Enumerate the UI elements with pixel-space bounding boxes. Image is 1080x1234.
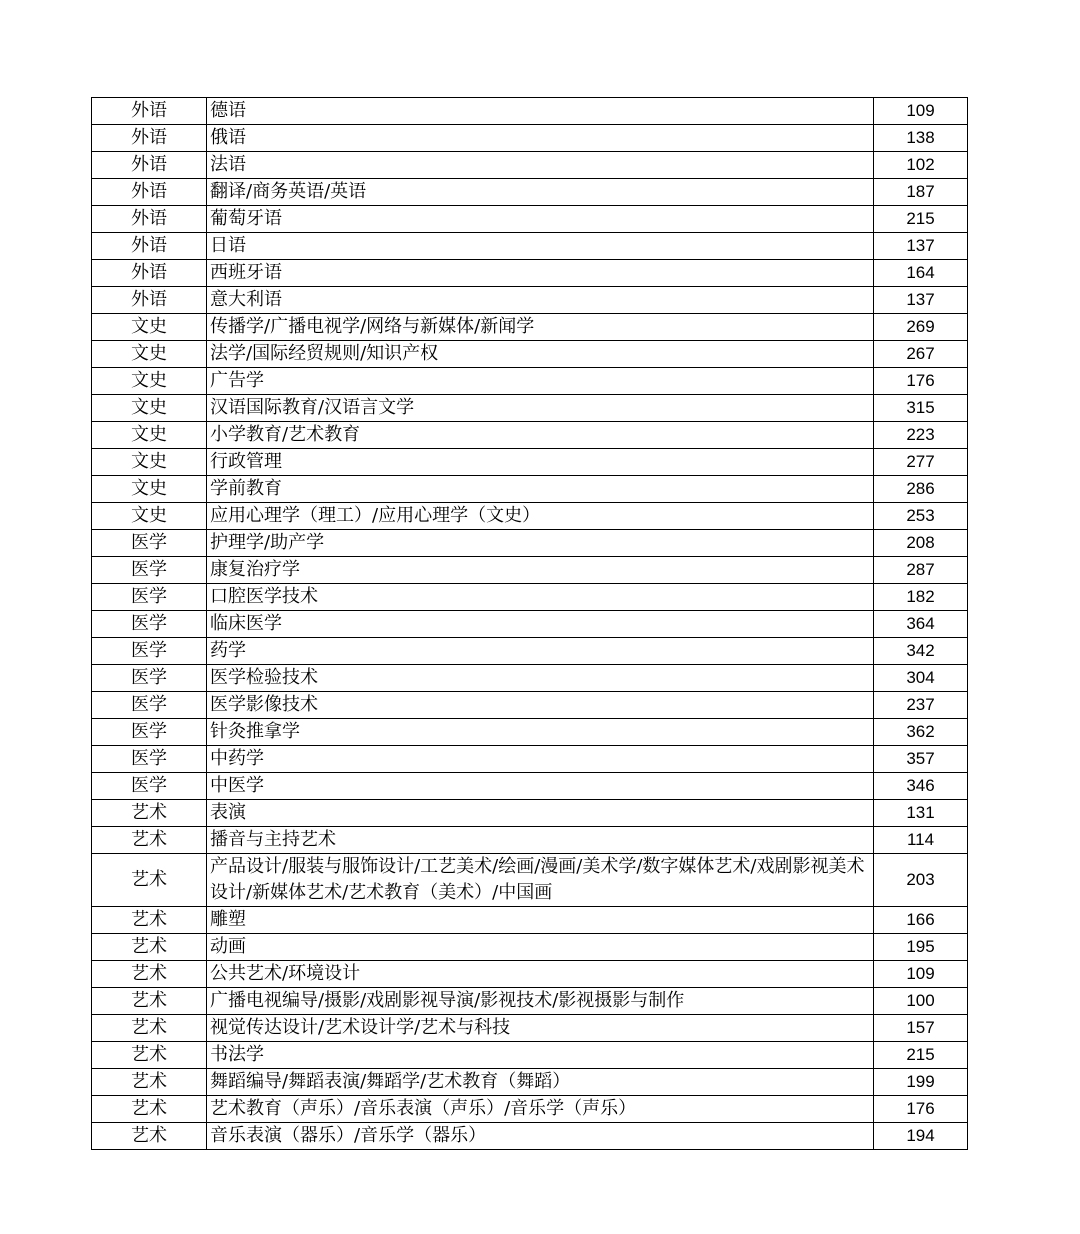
category-cell: 文史 [92,449,207,476]
category-cell: 外语 [92,152,207,179]
category-cell: 文史 [92,314,207,341]
category-cell: 文史 [92,368,207,395]
major-cell: 康复治疗学 [207,557,874,584]
count-cell: 194 [874,1123,968,1150]
count-cell: 137 [874,233,968,260]
count-cell: 109 [874,961,968,988]
category-cell: 文史 [92,476,207,503]
table-row [92,611,968,638]
major-cell: 公共艺术/环境设计 [207,961,874,988]
category-cell: 文史 [92,503,207,530]
table-row [92,557,968,584]
category-cell: 外语 [92,287,207,314]
count-cell: 364 [874,611,968,638]
count-cell: 203 [874,854,968,907]
major-cell: 西班牙语 [207,260,874,287]
major-cell: 播音与主持艺术 [207,827,874,854]
table-row [92,1123,968,1150]
table-row [92,773,968,800]
table-row [92,503,968,530]
major-cell: 法学/国际经贸规则/知识产权 [207,341,874,368]
major-cell: 雕塑 [207,907,874,934]
count-cell: 131 [874,800,968,827]
category-cell: 艺术 [92,907,207,934]
table-row [92,746,968,773]
category-cell: 艺术 [92,1042,207,1069]
table-row [92,827,968,854]
count-cell: 315 [874,395,968,422]
category-cell: 艺术 [92,961,207,988]
count-cell: 166 [874,907,968,934]
count-cell: 102 [874,152,968,179]
table-row [92,260,968,287]
category-cell: 医学 [92,638,207,665]
category-cell: 文史 [92,341,207,368]
category-cell: 艺术 [92,1015,207,1042]
major-cell: 针灸推拿学 [207,719,874,746]
count-cell: 137 [874,287,968,314]
table-row [92,125,968,152]
category-cell: 外语 [92,233,207,260]
count-cell: 362 [874,719,968,746]
table-row [92,1015,968,1042]
count-cell: 304 [874,665,968,692]
major-cell: 口腔医学技术 [207,584,874,611]
major-cell: 德语 [207,98,874,125]
table-row [92,638,968,665]
count-cell: 208 [874,530,968,557]
major-cell: 药学 [207,638,874,665]
major-cell: 汉语国际教育/汉语言文学 [207,395,874,422]
major-cell: 学前教育 [207,476,874,503]
count-cell: 215 [874,1042,968,1069]
count-cell: 267 [874,341,968,368]
major-cell: 书法学 [207,1042,874,1069]
category-cell: 艺术 [92,1069,207,1096]
count-cell: 100 [874,988,968,1015]
category-cell: 外语 [92,125,207,152]
major-cell: 舞蹈编导/舞蹈表演/舞蹈学/艺术教育（舞蹈） [207,1069,874,1096]
major-cell: 俄语 [207,125,874,152]
table-row [92,800,968,827]
major-cell: 视觉传达设计/艺术设计学/艺术与科技 [207,1015,874,1042]
table-row [92,206,968,233]
table-row [92,287,968,314]
table-row [92,907,968,934]
count-cell: 109 [874,98,968,125]
table-row [92,341,968,368]
major-cell: 医学影像技术 [207,692,874,719]
major-cell: 意大利语 [207,287,874,314]
category-cell: 医学 [92,719,207,746]
table-row [92,1069,968,1096]
table-row [92,368,968,395]
major-cell: 法语 [207,152,874,179]
count-cell: 223 [874,422,968,449]
table-row [92,98,968,125]
category-cell: 医学 [92,530,207,557]
category-cell: 医学 [92,611,207,638]
table-row [92,1096,968,1123]
major-cell: 日语 [207,233,874,260]
table-row [92,719,968,746]
count-cell: 187 [874,179,968,206]
table-row [92,179,968,206]
count-cell: 269 [874,314,968,341]
table-row [92,692,968,719]
category-cell: 医学 [92,692,207,719]
category-cell: 文史 [92,395,207,422]
table-row [92,1042,968,1069]
count-cell: 157 [874,1015,968,1042]
table-row [92,476,968,503]
major-cell: 葡萄牙语 [207,206,874,233]
category-cell: 艺术 [92,854,207,907]
count-cell: 114 [874,827,968,854]
major-cell: 小学教育/艺术教育 [207,422,874,449]
table-row [92,530,968,557]
category-cell: 艺术 [92,1096,207,1123]
table-row [92,314,968,341]
major-cell: 翻译/商务英语/英语 [207,179,874,206]
count-cell: 277 [874,449,968,476]
count-cell: 286 [874,476,968,503]
table-row [92,233,968,260]
major-cell: 中医学 [207,773,874,800]
table-row [92,152,968,179]
table-row [92,961,968,988]
majors-table-body [92,98,968,1150]
category-cell: 艺术 [92,1123,207,1150]
table-row [92,988,968,1015]
count-cell: 199 [874,1069,968,1096]
major-cell: 应用心理学（理工）/应用心理学（文史） [207,503,874,530]
count-cell: 346 [874,773,968,800]
table-row [92,395,968,422]
table-row [92,934,968,961]
category-cell: 外语 [92,206,207,233]
major-cell: 传播学/广播电视学/网络与新媒体/新闻学 [207,314,874,341]
category-cell: 医学 [92,746,207,773]
category-cell: 外语 [92,98,207,125]
major-cell: 中药学 [207,746,874,773]
count-cell: 287 [874,557,968,584]
table-row [92,584,968,611]
major-cell: 广告学 [207,368,874,395]
count-cell: 164 [874,260,968,287]
category-cell: 艺术 [92,800,207,827]
major-cell: 产品设计/服装与服饰设计/工艺美术/绘画/漫画/美术学/数字媒体艺术/戏剧影视美术设计/新媒体艺术/艺术教育（美术）/中国画 [207,854,874,907]
count-cell: 253 [874,503,968,530]
category-cell: 艺术 [92,827,207,854]
table-row [92,422,968,449]
count-cell: 195 [874,934,968,961]
count-cell: 176 [874,1096,968,1123]
count-cell: 342 [874,638,968,665]
major-cell: 广播电视编导/摄影/戏剧影视导演/影视技术/影视摄影与制作 [207,988,874,1015]
table-row [92,449,968,476]
category-cell: 艺术 [92,988,207,1015]
major-cell: 表演 [207,800,874,827]
category-cell: 外语 [92,179,207,206]
major-cell: 艺术教育（声乐）/音乐表演（声乐）/音乐学（声乐） [207,1096,874,1123]
major-cell: 动画 [207,934,874,961]
count-cell: 357 [874,746,968,773]
count-cell: 215 [874,206,968,233]
major-cell: 音乐表演（器乐）/音乐学（器乐） [207,1123,874,1150]
major-cell: 临床医学 [207,611,874,638]
table-row [92,665,968,692]
category-cell: 医学 [92,557,207,584]
category-cell: 外语 [92,260,207,287]
category-cell: 医学 [92,584,207,611]
major-cell: 行政管理 [207,449,874,476]
category-cell: 艺术 [92,934,207,961]
table-row [92,854,968,907]
count-cell: 138 [874,125,968,152]
category-cell: 医学 [92,665,207,692]
major-cell: 护理学/助产学 [207,530,874,557]
major-cell: 医学检验技术 [207,665,874,692]
majors-table [91,97,968,1150]
category-cell: 医学 [92,773,207,800]
count-cell: 182 [874,584,968,611]
count-cell: 176 [874,368,968,395]
category-cell: 文史 [92,422,207,449]
count-cell: 237 [874,692,968,719]
